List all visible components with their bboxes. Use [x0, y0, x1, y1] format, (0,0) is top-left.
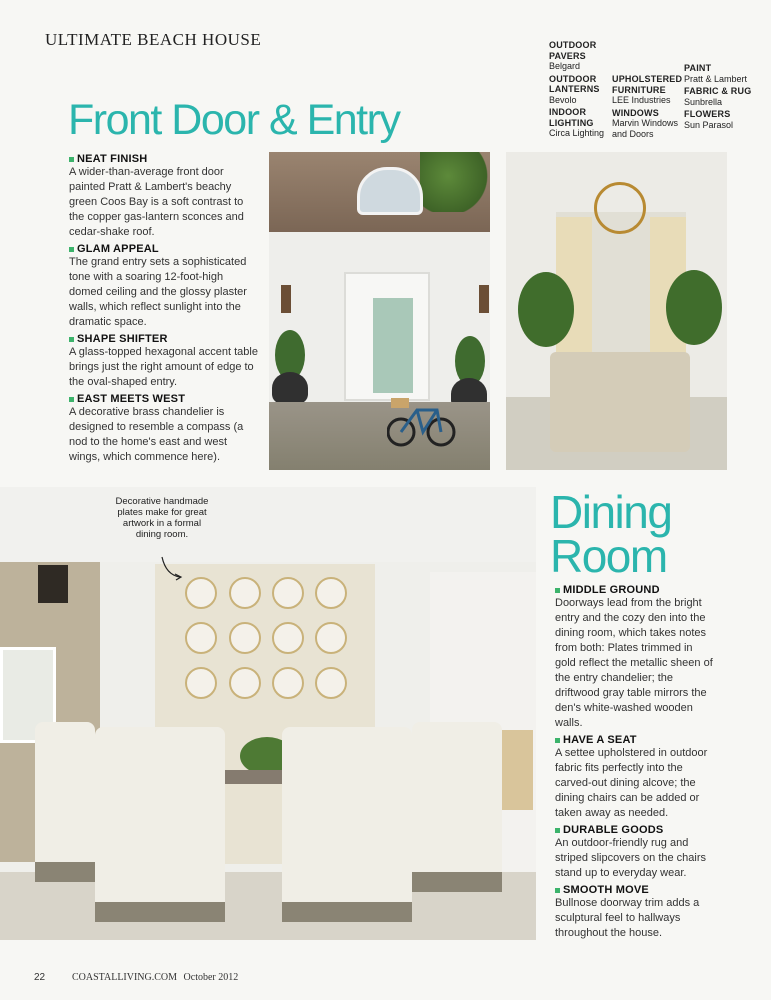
- section-body: A glass-topped hexagonal accent table brings just the right amount of edge to the oval-shaped entry.: [69, 346, 258, 388]
- resource-value: Bevolo: [549, 94, 577, 105]
- bullet-square: [555, 888, 560, 893]
- bullet-square: [69, 397, 74, 402]
- hexagonal-table: [550, 352, 690, 452]
- resource-value: Sun Parasol: [684, 119, 734, 130]
- section-heading: EAST MEETS WEST: [77, 393, 186, 405]
- bullet-square: [69, 337, 74, 342]
- front-entry-title: Front Door & Entry: [68, 96, 400, 144]
- dining-title-line2: Room: [550, 530, 667, 582]
- callout-arrow-icon: [160, 555, 184, 581]
- section-body: A wider-than-average front door painted Pratt & Lambert's beachy green Coos Bay is a soft contrast to the copper gas-lantern sconces and cedar-shake roof.: [69, 166, 244, 238]
- page-number: 22: [34, 972, 46, 983]
- section-heading: HAVE A SEAT: [563, 734, 637, 746]
- section-header: ULTIMATE BEACH HOUSE: [45, 30, 262, 49]
- front-entry-text: [69, 153, 259, 465]
- footer-issue: October 2012: [183, 972, 239, 983]
- resource-value: Pratt & Lambert: [684, 73, 748, 84]
- section-body: An outdoor-friendly rug and striped slipcovers on the chairs stand up to everyday wear.: [555, 837, 707, 879]
- section-heading: DURABLE GOODS: [563, 824, 664, 836]
- section-body: Doorways lead from the bright entry and the cozy den into the dining room, which takes notes from both: Plates trimmed in gold reflect the metallic sheen of the entry chandelier; the driftwood gray table mirrors the den's white-washed wooden walls.: [555, 597, 713, 729]
- bullet-square: [69, 157, 74, 162]
- resource-value: Circa Lighting: [549, 128, 605, 138]
- resource-value: Marvin Windows and Doors: [612, 118, 679, 139]
- resource-key: WINDOWS: [612, 107, 659, 118]
- lantern-right: [479, 285, 489, 313]
- resources-col3: [684, 63, 754, 130]
- section-heading: NEAT FINISH: [77, 153, 148, 165]
- bullet-square: [555, 738, 560, 743]
- section-body: A settee upholstered in outdoor fabric fits perfectly into the carved-out dining alcove; the dining chairs can be added or taken away as needed.: [555, 747, 708, 819]
- front-door-photo: [269, 152, 490, 470]
- bullet-square: [555, 588, 560, 593]
- dining-title: [550, 486, 672, 582]
- resource-value: Belgard: [549, 61, 581, 71]
- entry-table-photo: [506, 152, 727, 470]
- footer-site-name: COASTALLIVING.COM: [72, 972, 178, 983]
- section-body: The grand entry sets a sophisticated tone with a soaring 12-foot-high domed ceiling and the glossy plaster walls, which reflect sunlight into the dramatic space.: [69, 256, 247, 328]
- resource-value: LEE Industries: [612, 95, 671, 105]
- section-body: Bullnose doorway trim adds a sculptural feel to hallways throughout the house.: [555, 897, 700, 939]
- section-heading: MIDDLE GROUND: [563, 584, 660, 596]
- bullet-square: [555, 828, 560, 833]
- resources-col2: [612, 74, 683, 139]
- resource-key: OUTDOOR LANTERNS: [549, 73, 600, 94]
- dining-title-line1: Dining: [550, 486, 672, 538]
- footer-site: [72, 972, 238, 983]
- section-heading: SHAPE SHIFTER: [77, 333, 168, 345]
- lantern-left: [281, 285, 291, 313]
- resources-col1: [549, 40, 611, 139]
- oval-window: [357, 167, 423, 215]
- resource-key: OUTDOOR PAVERS: [549, 40, 597, 61]
- section-heading: SMOOTH MOVE: [563, 884, 649, 896]
- resource-key: PAINT: [684, 63, 712, 73]
- resource-key: FABRIC & RUG: [684, 86, 752, 96]
- resource-key: INDOOR LIGHTING: [549, 107, 594, 128]
- dining-room-photo: [0, 487, 536, 940]
- green-front-door: [373, 298, 413, 393]
- resource-key: FLOWERS: [684, 109, 731, 119]
- resource-value: Sunbrella: [684, 96, 723, 107]
- bicycle-icon: [387, 390, 457, 450]
- section-body: A decorative brass chandelier is designed to resemble a compass (a nod to the home's east and west wings, which commence here).: [69, 406, 244, 463]
- dining-text: [555, 584, 715, 941]
- resource-key: UPHOLSTERED FURNITURE: [612, 74, 683, 95]
- section-heading: GLAM APPEAL: [77, 243, 159, 255]
- plates-callout: Decorative handmade plates make for great artwork in a formal dining room.: [115, 496, 209, 540]
- bullet-square: [69, 247, 74, 252]
- compass-chandelier: [594, 182, 646, 234]
